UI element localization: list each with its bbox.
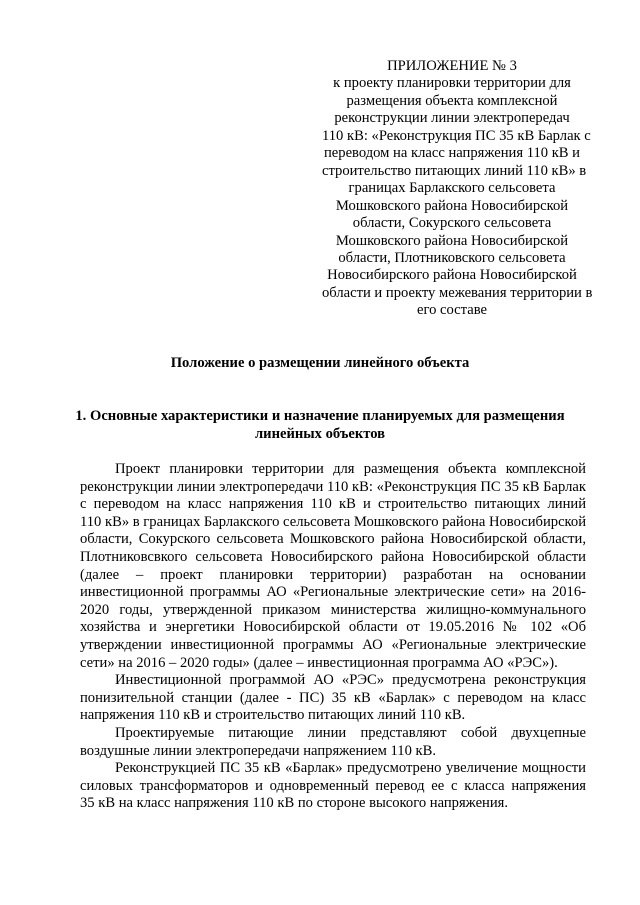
paragraph-line: воздушные линии электропередачи напряжением 110 кВ. xyxy=(80,742,436,759)
body-text xyxy=(80,461,586,813)
paragraph-line: Реконструкцией ПС 35 кВ «Барлак» предусмотрено увеличение мощности xyxy=(115,760,586,777)
section-heading-line: 1. Основные характеристики и назначение планируемых для размещения xyxy=(75,408,565,424)
appendix-line: к проекту планировки территории для xyxy=(333,75,571,92)
paragraph-line: 2020 годы, утвержденной приказом министерства жилищно-коммунального xyxy=(80,601,586,618)
appendix-line: переводом на класс напряжения 110 кВ и xyxy=(324,145,580,162)
appendix-line: границах Барлакского сельсовета xyxy=(348,180,556,197)
appendix-line: реконструкции линии электропередач xyxy=(334,110,570,127)
appendix-line: области, Сокурского сельсовета xyxy=(352,215,552,232)
paragraph-line: понизительной станции (далее - ПС) 35 кВ «Барлак» с переводом на класс xyxy=(80,689,586,706)
appendix-block xyxy=(322,58,593,320)
paragraph-line: 110 кВ» в границах Барлакского сельсовета Мошковского района Новосибирской xyxy=(80,513,587,530)
paragraph-line: с переводом на класс напряжения 110 кВ и строительство питающих линий xyxy=(80,496,586,513)
paragraph-line: утверждении инвестиционной программы АО «Региональные электрические xyxy=(80,636,586,653)
appendix-line: ПРИЛОЖЕНИЕ № 3 xyxy=(387,58,517,74)
paragraph-line: напряжения 110 кВ и строительство питающих линий 110 кВ. xyxy=(80,707,466,724)
paragraph-line: области, Сокурского сельсовета Мошковского района Новосибирской области, xyxy=(80,531,586,548)
document-title-text: Положение о размещении линейного объекта xyxy=(170,355,470,371)
paragraph-line: Плотниковсвкого сельсовета Новосибирского района Новосибирской области xyxy=(80,548,586,565)
paragraph xyxy=(80,725,586,760)
paragraph-line: реконструкции линии электропередачи 110 кВ: «Реконструкция ПС 35 кВ Барлак xyxy=(80,478,586,495)
appendix-line: строительство питающих линий 110 кВ» в xyxy=(322,162,587,179)
appendix-line: области, Плотниковского сельсовета xyxy=(338,249,566,266)
paragraph-line: сети» на 2016 – 2020 годы» (далее – инвестиционная программа АО «РЭС»). xyxy=(80,654,558,671)
paragraph-line: хозяйства и энергетики Новосибирской области от 19.05.2016 № 102 «Об xyxy=(80,619,586,636)
appendix-line: размещения объекта комплексной xyxy=(346,92,558,109)
document-title xyxy=(60,355,580,373)
paragraph xyxy=(80,461,586,672)
section-heading-line: линейных объектов xyxy=(254,425,386,442)
paragraph-line: (далее – проект планировки территории) разработан на основании xyxy=(80,566,586,583)
paragraph xyxy=(80,672,586,725)
paragraph-line: Проектируемые питающие линии представляют собой двухцепные xyxy=(115,724,586,741)
paragraph-line: Проект планировки территории для размещения объекта комплексной xyxy=(115,461,586,477)
appendix-line: его составе xyxy=(417,302,487,319)
paragraph xyxy=(80,760,586,813)
paragraph-line: Инвестиционной программой АО «РЭС» предусмотрена реконструкция xyxy=(115,672,586,689)
appendix-line: области и проекту межевания территории в xyxy=(322,284,593,301)
appendix-line: Мошковского района Новосибирской xyxy=(335,232,569,249)
paragraph-line: силовых трансформаторов и одновременный перевод ее с класса напряжения xyxy=(80,777,586,794)
appendix-line: Новосибирского района Новосибирской xyxy=(327,267,577,284)
paragraph-line: инвестиционной программы АО «Региональные электрические сети» на 2016- xyxy=(80,584,586,601)
appendix-line: 110 кВ: «Реконструкция ПС 35 кВ Барлак с xyxy=(322,127,591,144)
appendix-line: Мошковского района Новосибирской xyxy=(335,197,569,214)
section-heading xyxy=(60,408,580,443)
paragraph-line: 35 кВ на класс напряжения 110 кВ по стороне высокого напряжения. xyxy=(80,795,509,812)
